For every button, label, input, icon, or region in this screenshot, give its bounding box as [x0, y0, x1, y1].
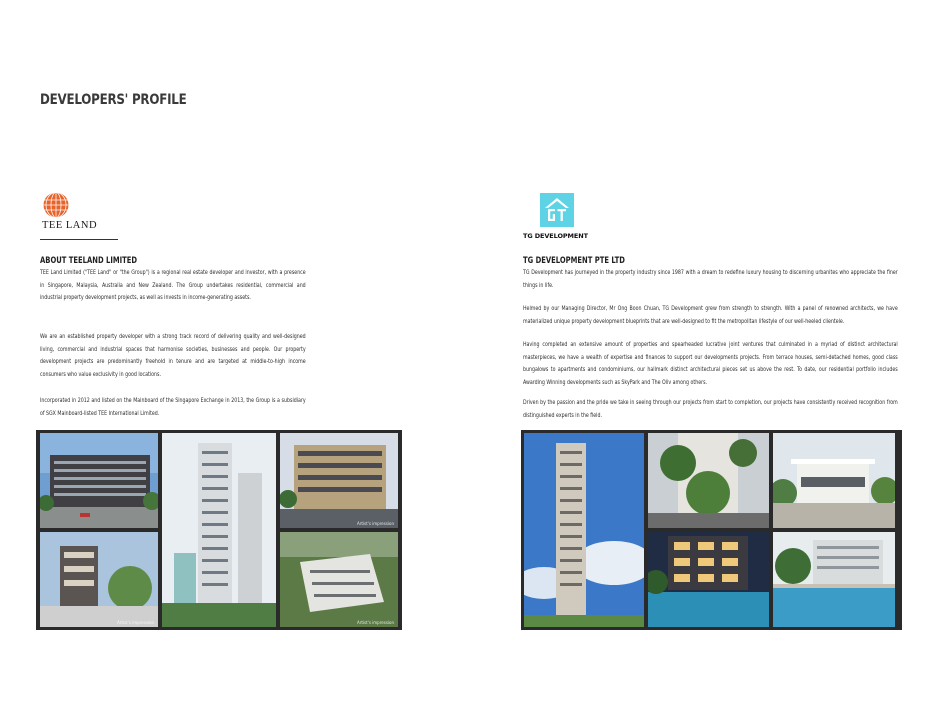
- page-title: DEVELOPERS' PROFILE: [40, 92, 187, 108]
- project-photo: [280, 532, 398, 627]
- project-photo: [648, 433, 769, 528]
- tee-land-paragraph-1: TEE Land Limited ("TEE Land" or "the Group") is a regional real estate developer and investor, with a presence in Singapore, Malaysia, Australia and New Zealand. The Group undertakes residential, commercial and industrial property development projects, as well as invests in income-generating assets.: [40, 268, 306, 302]
- tg-development-logo-text: TG DEVELOPMENT: [523, 232, 588, 240]
- tg-development-heading: TG DEVELOPMENT PTE LTD: [523, 256, 625, 266]
- project-photo: [773, 433, 895, 528]
- photo-caption: Artist's impression: [117, 620, 154, 625]
- tee-land-paragraph-3: Incorporated in 2012 and listed on the Mainboard of the Singapore Exchange in 2013, the Group is a subsidiary of SGX Mainboard-listed TEE International Limited.: [40, 396, 306, 417]
- project-photo: [162, 433, 276, 627]
- photo-caption: Artist's impression: [357, 620, 394, 625]
- tg-development-paragraph-2: Helmed by our Managing Director, Mr Ong Boon Chuan, TG Development grew from strength to strength. With a panel of renowned architects, we have materialized unique property development blueprints that are well-designed to fit the metropolitan lifestyle of our well-heeled clientele.: [523, 304, 898, 325]
- tg-development-logo: [523, 193, 603, 243]
- tee-land-photo-grid: [36, 430, 402, 630]
- project-photo: [40, 433, 158, 528]
- tee-land-heading: ABOUT TEELAND LIMITED: [40, 256, 138, 266]
- project-photo: [280, 433, 398, 528]
- tg-development-photo-grid: [521, 430, 902, 630]
- logo-underline: [40, 239, 118, 240]
- house-logo-icon: [540, 193, 574, 227]
- tee-land-paragraph-2: We are an established property developer with a strong track record of delivering quality and well-designed living, commercial and industrial spaces that harmonise societies, businesses and people. Our property development projects are predominantly freehold in tenure and are targeted at middle-to-high income consumers who value exclusivity in good locations.: [40, 332, 306, 378]
- photo-caption: Artist's impression: [357, 521, 394, 526]
- project-photo: [648, 532, 769, 627]
- globe-logo-icon: [43, 192, 69, 218]
- tee-land-logo-text: TEE LAND: [42, 220, 98, 231]
- tg-development-paragraph-3: Having completed an extensive amount of properties and spearheaded lucrative joint ventures that culminated in a myriad of distinct architectural masterpieces, we have a wealth of expertise and finances to support our developments projects. From terrace houses, semi-detached homes, good class bungalows to apartments and condominiums, our hallmark distinct architectural pieces set us above the rest. To date, our residential portfolio includes Awarding Winning developments such as SkyPark and The Oliv among others.: [523, 340, 898, 386]
- project-photo: [773, 532, 895, 627]
- tg-development-paragraph-4: Driven by the passion and the pride we take in seeing through our projects from start to completion, our projects have consistently received recognition from distinguished experts in the field.: [523, 398, 898, 419]
- tg-development-paragraph-1: TG Development has journeyed in the property industry since 1987 with a dream to redefine luxury housing to discerning urbanites who appreciate the finer things in life.: [523, 268, 898, 289]
- project-photo: [524, 433, 644, 627]
- tee-land-logo: [40, 192, 120, 242]
- project-photo: [40, 532, 158, 627]
